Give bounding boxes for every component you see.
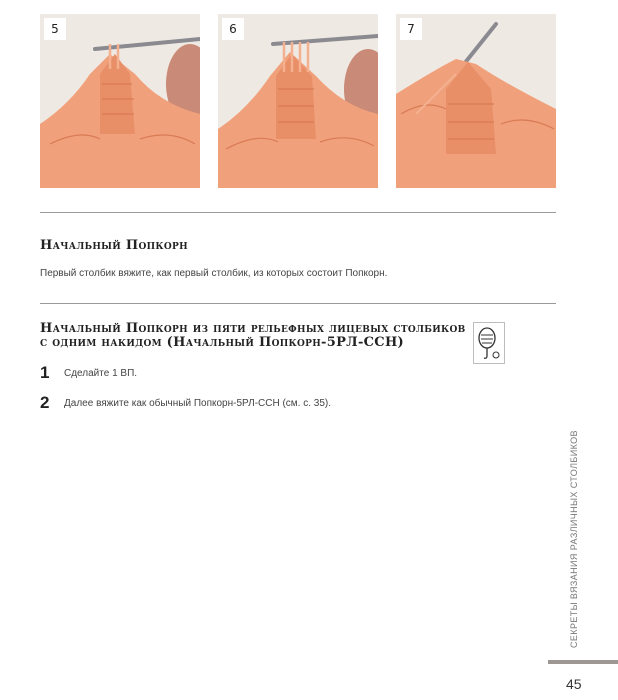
step-number-badge: 6: [222, 18, 244, 40]
crochet-photo-7-illustration: [396, 14, 556, 188]
step-photo-7: [396, 14, 556, 188]
section-heading: Начальный Попкорн: [40, 238, 188, 253]
section-heading-line: Начальный Попкорн из пяти рельефных лицевых столбиков: [40, 321, 466, 336]
divider: [40, 303, 556, 304]
page-number: 45: [566, 676, 582, 692]
crochet-photo-5-illustration: [40, 14, 200, 188]
step-number-badge: 7: [400, 18, 422, 40]
step-number: 2: [40, 393, 50, 412]
step-number: 1: [40, 363, 50, 382]
page-number-bar: [548, 660, 618, 664]
section-body-text: Первый столбик вяжите, как первый столбик, из которых состоит Попкорн.: [40, 268, 388, 279]
section-heading: [40, 322, 470, 350]
popcorn-symbol-icon: [473, 322, 505, 364]
step-photo-6: [218, 14, 378, 188]
chapter-side-title: СЕКРЕТЫ ВЯЗАНИЯ РАЗЛИЧНЫХ СТОЛБИКОВ: [569, 430, 579, 648]
section-heading-line: с одним накидом (Начальный Попкорн-5РЛ-ССН): [40, 335, 404, 350]
step-text: Сделайте 1 ВП.: [64, 368, 138, 379]
divider: [40, 212, 556, 213]
step-photo-5: [40, 14, 200, 188]
step-number-badge: 5: [44, 18, 66, 40]
step-text: Далее вяжите как обычный Попкорн-5РЛ-ССН (см. с. 35).: [64, 398, 332, 409]
crochet-photo-6-illustration: [218, 14, 378, 188]
